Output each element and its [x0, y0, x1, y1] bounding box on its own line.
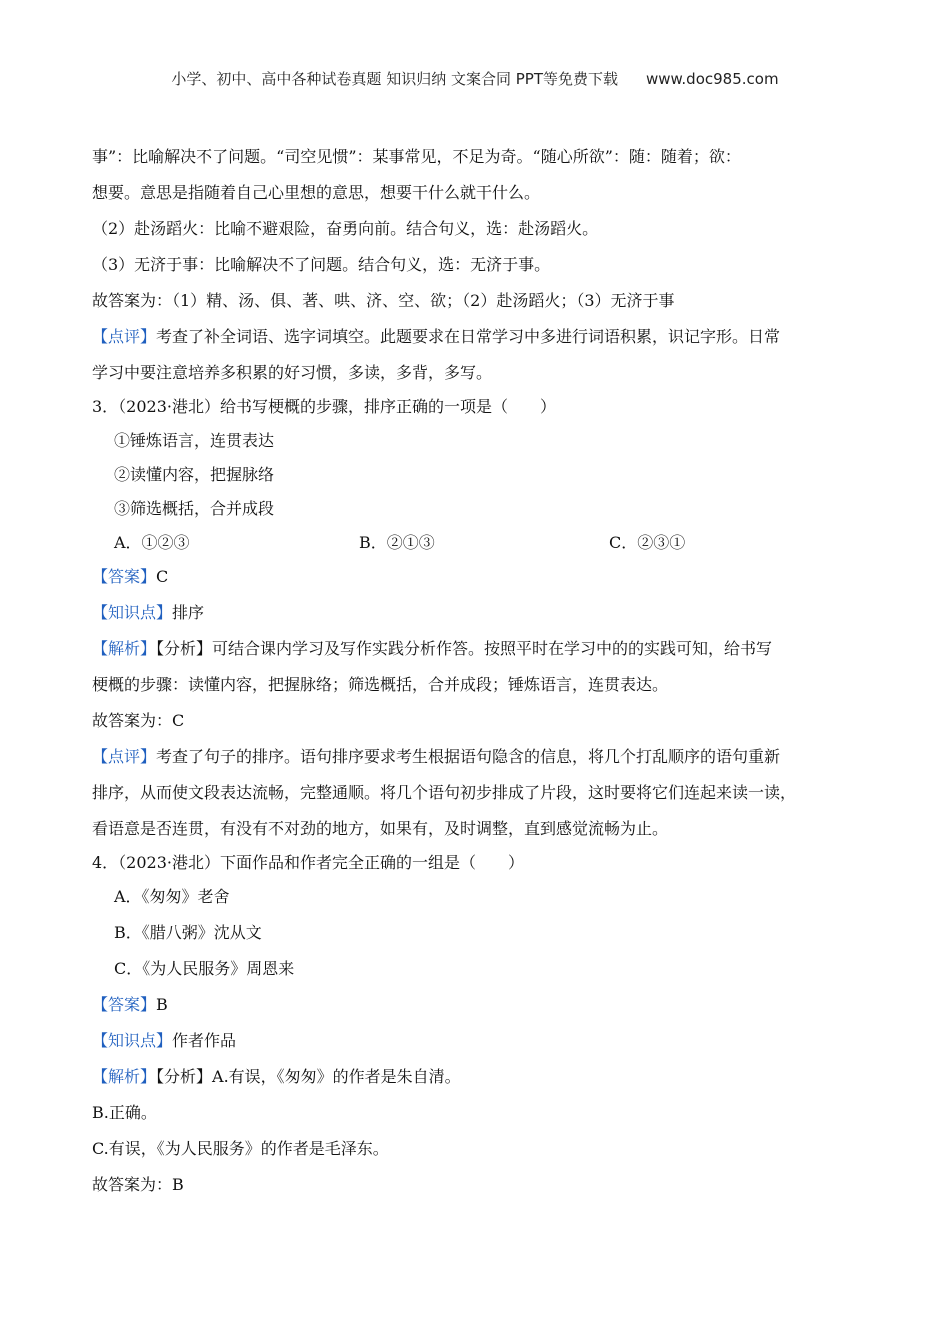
q4-final-answer: 故答案为：B	[92, 1175, 184, 1194]
q4-knowledge-point	[92, 1026, 862, 1062]
q3-options	[92, 528, 862, 562]
answer-tag: 【答案】	[92, 567, 157, 586]
q3-comment-line-2: 排序，从而使文段表达流畅，完整通顺。将几个语句初步排成了片段，这时要将它们连起来读一读，	[92, 783, 797, 802]
q3-option-c: C．②③①	[609, 533, 686, 552]
q3-item-2: ②读懂内容，把握脉络	[114, 465, 275, 484]
prev-comment-line-2: 学习中要注意培养多积累的好习惯，多读，多背，多写。	[92, 363, 493, 382]
comment-tag: 【点评】	[92, 327, 157, 346]
q4-analysis-line-1	[92, 1062, 862, 1098]
q4-answer	[92, 990, 862, 1026]
q3-item-3: ③筛选概括，合并成段	[114, 499, 275, 518]
q4-option-a: A．《匆匆》老舍	[114, 887, 230, 906]
comment-text: 考查了补全词语、选字词填空。此题要求在日常学习中多进行词语积累，识记字形。日常	[156, 327, 781, 346]
analysis-tag: 【解析】	[92, 1067, 157, 1086]
prev-line-4: （3）无济于事：比喻解决不了问题。结合句义，选：无济于事。	[92, 255, 551, 274]
document-body	[92, 142, 862, 1206]
knowledge-tag: 【知识点】	[92, 603, 173, 622]
analysis-sub-tag: 【分析】	[156, 1067, 213, 1086]
comment-tag: 【点评】	[92, 747, 157, 766]
q3-knowledge-point	[92, 598, 862, 634]
answer-value: B	[156, 995, 168, 1014]
analysis-sub-tag: 【分析】	[156, 639, 213, 658]
page-header	[0, 68, 950, 89]
q3-analysis-line-1	[92, 634, 862, 670]
prev-line-2: 想要。意思是指随着自己心里想的意思，想要干什么就干什么。	[92, 183, 541, 202]
answer-value: C	[156, 567, 169, 586]
q4-analysis-line-2: B.正确。	[92, 1103, 157, 1122]
q3-option-b: B．②①③	[359, 533, 435, 552]
q4-option-c: C．《为人民服务》周恩来	[114, 959, 295, 978]
knowledge-value: 排序	[172, 603, 205, 622]
analysis-text: A.有误，《匆匆》的作者是朱自清。	[212, 1067, 461, 1086]
q3-stem: 3．（2023·港北）给书写梗概的步骤，排序正确的一项是（ ）	[92, 397, 556, 416]
header-site[interactable]: www.doc985.com	[645, 70, 779, 88]
prev-line-3: （2）赴汤蹈火：比喻不避艰险，奋勇向前。结合句义，选：赴汤蹈火。	[92, 219, 599, 238]
q3-analysis-line-2: 梗概的步骤：读懂内容，把握脉络；筛选概括，合并成段；锤炼语言，连贯表达。	[92, 675, 669, 694]
q3-option-a: A．①②③	[114, 533, 190, 552]
q3-comment-line-3: 看语意是否连贯，有没有不对劲的地方，如果有，及时调整，直到感觉流畅为止。	[92, 819, 669, 838]
answer-tag: 【答案】	[92, 995, 157, 1014]
q3-final-answer: 故答案为：C	[92, 711, 185, 730]
prev-answer: 故答案为：（1）精、汤、俱、著、哄、济、空、欲；（2）赴汤蹈火；（3）无济于事	[92, 291, 675, 310]
analysis-tag: 【解析】	[92, 639, 157, 658]
q3-answer	[92, 562, 862, 598]
header-title: 小学、初中、高中各种试卷真题 知识归纳 文案合同 PPT等免费下载	[171, 70, 618, 88]
comment-text: 考查了句子的排序。语句排序要求考生根据语句隐含的信息，将几个打乱顺序的语句重新	[156, 747, 781, 766]
knowledge-tag: 【知识点】	[92, 1031, 173, 1050]
q3-item-1: ①锤炼语言，连贯表达	[114, 431, 275, 450]
knowledge-value: 作者作品	[172, 1031, 237, 1050]
q4-option-b: B．《腊八粥》沈从文	[114, 923, 262, 942]
q4-stem: 4．（2023·港北）下面作品和作者完全正确的一组是（ ）	[92, 853, 524, 872]
analysis-text: 可结合课内学习及写作实践分析作答。按照平时在学习中的的实践可知，给书写	[212, 639, 773, 658]
q4-analysis-line-3: C.有误，《为人民服务》的作者是毛泽东。	[92, 1139, 389, 1158]
prev-comment-line-1	[92, 322, 862, 358]
prev-line-1: 事”：比喻解决不了问题。“司空见惯”：某事常见，不足为奇。“随心所欲”：随：随着；欲：	[92, 147, 741, 166]
q3-comment-line-1	[92, 742, 862, 778]
